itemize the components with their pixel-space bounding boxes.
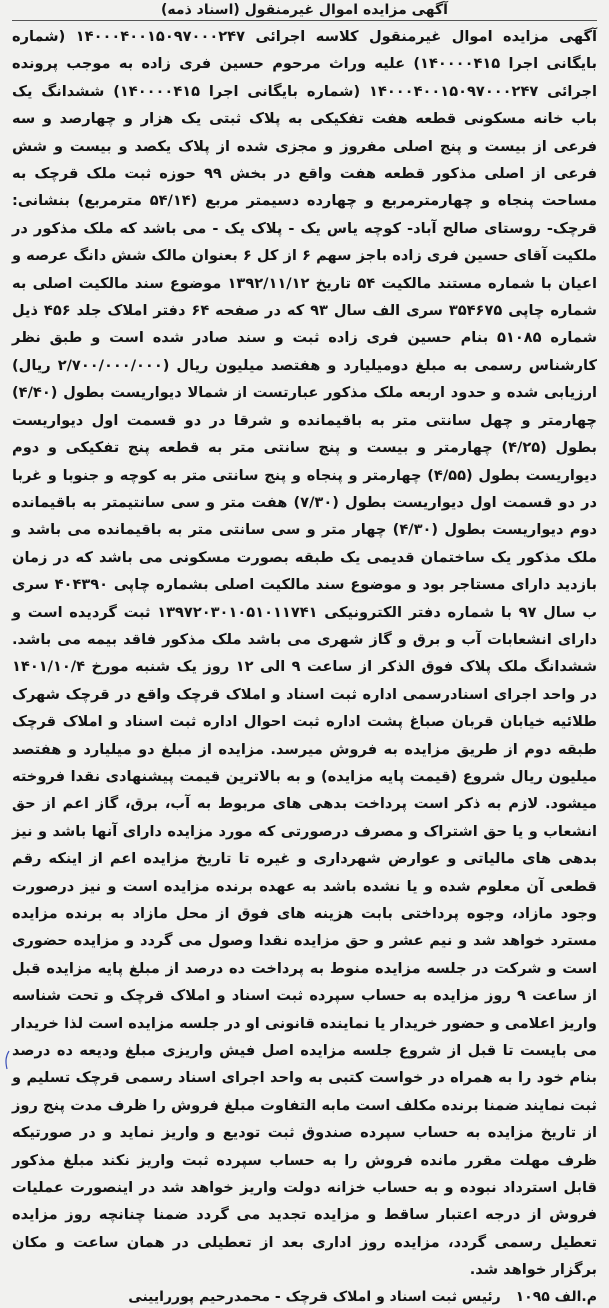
pen-mark-icon [4,1050,10,1070]
notice-code: م.الف ۱۰۹۵ [515,1288,597,1305]
notice-footer [12,1286,597,1308]
notice-signature: رئیس ثبت اسناد و املاک قرچک - محمدرحیم پوررایینی [128,1288,501,1305]
title-divider [12,20,597,21]
notice-body: آگهی مزایده اموال غیرمنقول کلاسه اجرائی ۱۴۰۰۰۴۰۰۱۵۰۹۷۰۰۰۲۴۷ (شماره بایگانی اجرا ۱۴۰۰۰۰۴۱۵) علیه وراث مرحوم حسین فری زاده به موجب پرونده اجرائی ۱۴۰۰۰۴۰۰۱۵۰۹۷۰۰۰۲۴۷ (شماره بایگانی اجرا ۱۴۰۰۰۰۴۱۵) ششدانگ یک باب خانه مسکونی قطعه هفت تفکیکی به پلاک ثبتی یک هزار و چهارصد و سه فرعی از بیست و پنج اصلی مفروز و مجزی شده از پلاک یکصد و بیست و شش فرعی از اصلی مذکور قطعه هفت واقع در بخش ۹۹ حوزه ثبت ملک قرچک به مساحت پنجاه و چهارمترمربع و چهارده دسیمتر مربع (۵۴/۱۴ مترمربع) بنشانی: قرچک- روستای صالح آباد- کوچه یاس یک - پلاک یک - می باشد که ملک مذکور در ملکیت آقای حسین فری زاده باجز سهم ۶ از کل ۶ بعنوان مالک شش دانگ عرصه و اعیان با شماره مستند مالکیت ۵۴ تاریخ ۱۳۹۲/۱۱/۱۲ موضوع سند مالکیت اصلی به شماره چاپی ۳۵۴۶۷۵ سری الف سال ۹۳ که در صفحه ۶۴ دفتر املاک جلد ۴۵۶ ذیل شماره ۵۱۰۸۵ بنام حسین فری زاده ثبت و سند صادر شده است و طبق نظر کارشناس رسمی به مبلغ دومیلیارد و هفتصد میلیون ریال (۲/۷۰۰/۰۰۰/۰۰۰ ریال) ارزیابی شده و حدود اربعه ملک مذکور عبارتست از شمالا دیواریست بطول (۴/۴۰) چهارمتر و چهل سانتی متر به باقیمانده و شرقا در دو قسمت اول دیواریست بطول (۴/۲۵) چهارمتر و بیست و پنج سانتی متر به قطعه پنج تفکیکی و دوم دیواریست بطول (۴/۵۵) چهارمتر و پنجاه و پنج سانتی متر به کوچه و جنوبا و غربا در دو قسمت اول دیواریست بطول (۷/۳۰) هفت متر و سی سانتیمتر به باقیمانده دوم دیواریست بطول (۴/۳۰) چهار متر و سی سانتی متر به باقیمانده می باشد و ملک مذکور یک ساختمان قدیمی یک طبقه بصورت مسکونی می باشد که در زمان بازدید دارای مستاجر بود و موضوع سند مالکیت اصلی بشماره چاپی ۴۰۴۳۹۰ سری ب سال ۹۷ با شماره دفتر الکترونیکی ۱۳۹۷۲۰۳۰۱۰۵۱۰۱۱۷۴۱ ثبت گردیده است و دارای انشعابات آب و برق و گاز شهری می باشد ملک مذکور فاقد بیمه می باشد. ششدانگ ملک پلاک فوق الذکر از ساعت ۹ الی ۱۲ روز یک شنبه مورخ ۱۴۰۱/۱۰/۴ در واحد اجرای اسنادرسمی اداره ثبت اسناد و املاک قرچک واقع در قرچک شهرک طلائیه خیابان قربان صباغ پشت اداره ثبت احوال اداره ثبت اسناد و املاک قرچک طبقه دوم از طریق مزایده به فروش میرسد. مزایده از مبلغ دو میلیارد و هفتصد میلیون ریال شروع (قیمت پایه مزایده) و به بالاترین قیمت پیشنهادی نقدا فروخته میشود. لازم به ذکر است پرداخت بدهی های مربوط به آب، برق، گاز اعم از حق انشعاب و یا حق اشتراک و مصرف درصورتی که مورد مزایده دارای آنها باشد و نیز بدهی های مالیاتی و عوارض شهرداری و غیره تا تاریخ مزایده اعم از اینکه رقم قطعی آن معلوم شده و یا نشده باشد به عهده برنده مزایده است و نیز درصورت وجود مازاد، وجوه پرداختی بابت هزینه های فوق از محل مازاد به برنده مزایده مسترد خواهد شد و نیم عشر و حق مزایده نقدا وصول می گردد و مزایده حضوری است و شرکت در جلسه مزایده منوط به پرداخت ده درصد از مبلغ پایه مزایده قبل از ساعت ۹ روز مزایده به حساب سپرده ثبت اسناد و املاک قرچک و تحت شناسه واریز اعلامی و حضور خریدار یا نماینده قانونی او در جلسه مزایده است لذا خریدار می بایست تا قبل از شروع جلسه مزایده اصل فیش واریزی مبلغ ودیعه ده درصد بنام خود را به همراه در خواست کتبی به واحد اجرای اسناد رسمی قرچک تسلیم و ثبت نمایند ضمنا برنده مکلف است مابه التفاوت مبلغ فروش را ظرف مدت پنج روز از تاریخ مزایده به حساب سپرده صندوق ثبت تودیع و واریز نماید و در صورتیکه ظرف مهلت مقرر مانده فروش را به حساب سپرده ثبت واریز نکند مبلغ مذکور قابل استرداد نبوده و به حساب خزانه دولت واریز خواهد شد در اینصورت عملیات فروش از درجه اعتبار ساقط و مزایده تجدید می گردد ضمنا چنانچه روز مزایده تعطیل رسمی گردد، مزایده روز اداری بعد از تعطیلی در همان ساعت و مکان برگزار خواهد شد. [12,28,598,1279]
notice-title: آگهی مزایده اموال غیرمنقول (اسناد ذمه) [161,2,448,18]
